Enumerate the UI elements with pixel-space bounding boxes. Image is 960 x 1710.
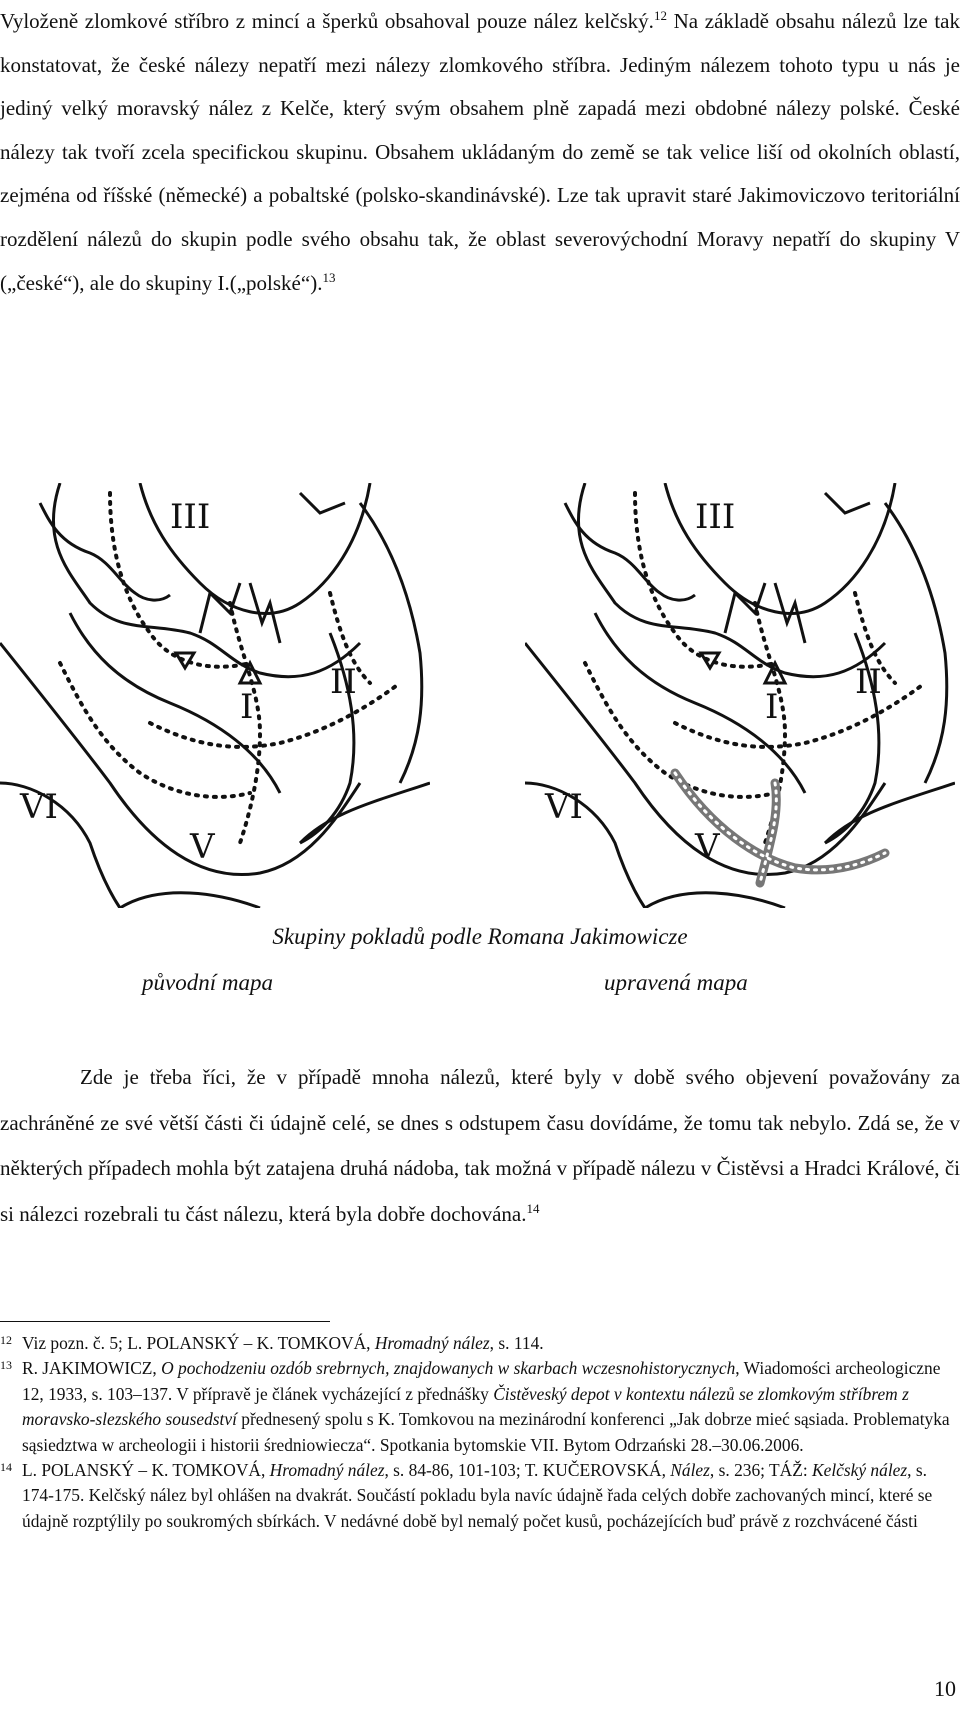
fn-title: Čistěveský depot v kontextu nálezů se zlomkovým stříbrem z moravsko-slezského sousedství bbox=[22, 1383, 909, 1430]
fn-title: Nález bbox=[670, 1460, 710, 1481]
p1-text-2: Na základě obsahu nálezů lze tak konstatovat, že české nálezy nepatří mezi nálezy zlomkového stříbra. Jediným nálezem tohoto typu u nás je jediný velký moravský nález z Kelče, který svým obsahem plně zapadá mezi obdobné nálezy polské. České nálezy tak tvoří zcela specifickou skupinu. Obsahem ukládaným do země se tak velice liší od okolních oblastí, zejména od říšské (německé) a pobaltské (polsko-skandinávské). Lze tak upravit staré Jakimoviczovo teritoriální rozdělení nálezů do skupin podle svého obsahu tak, že oblast severovýchodní Moravy nepatří do skupiny V („české“), ale do skupiny I.(„polské“). bbox=[0, 9, 960, 295]
fn-text: , s. 114. bbox=[489, 1333, 544, 1353]
map-label-i: I bbox=[240, 687, 254, 727]
fn-title: Hromadný nález bbox=[374, 1333, 490, 1353]
figure-label-modified: upravená mapa bbox=[604, 970, 748, 995]
footnote-12 bbox=[0, 1331, 960, 1356]
map-label-i: I bbox=[765, 687, 779, 727]
body-paragraph-1 bbox=[0, 0, 960, 305]
footnote-number: 13 bbox=[0, 1358, 12, 1373]
footnote-separator bbox=[0, 1321, 330, 1322]
fn-text: R. JAKIMOWICZ, bbox=[22, 1358, 162, 1379]
p2-text: Zde je třeba říci, že v případě mnoha nálezů, které byly v době svého objevení považovány za zachráněné ze své větší části či údajně celé, se dnes s odstupem času dovídáme, že tomu tak nebylo. Zdá se, že v některých případech mohla být zatajena druhá nádoba, tak možná v případě nálezu v Čistěvsi a Hradci Králové, či si nálezci rozebrali tu část nálezu, která byla dobře dochována. bbox=[0, 1065, 960, 1226]
map-original bbox=[0, 483, 430, 908]
footnote-number: 12 bbox=[0, 1333, 12, 1347]
footnote-number: 14 bbox=[0, 1460, 12, 1475]
fn-title: Hromadný nález bbox=[269, 1460, 385, 1481]
map-modified-drawing bbox=[525, 483, 955, 908]
footnote-13 bbox=[0, 1356, 960, 1458]
footnotes bbox=[0, 1331, 960, 1534]
map-label-vi: VI bbox=[545, 787, 583, 827]
fn-text: , s. 236; TÁŽ: bbox=[709, 1460, 813, 1481]
footnote-14 bbox=[0, 1458, 960, 1534]
body-paragraph-2 bbox=[0, 1055, 960, 1237]
map-label-ii: II bbox=[855, 662, 882, 702]
fn-text: L. POLANSKÝ – K. TOMKOVÁ, bbox=[22, 1460, 270, 1481]
figure-label-original: původní mapa bbox=[142, 970, 273, 995]
fn-text: , s. 84-86, 101-103; T. KUČEROVSKÁ, bbox=[384, 1460, 671, 1481]
p1-text: Vyloženě zlomkové stříbro z mincí a šperků obsahoval pouze nález kelčský. bbox=[0, 9, 654, 33]
figure-caption: Skupiny pokladů podle Romana Jakimowicze bbox=[272, 924, 688, 949]
page-number: 10 bbox=[934, 1676, 956, 1701]
map-label-iii: III bbox=[695, 497, 736, 537]
footnote-ref-13[interactable]: 13 bbox=[322, 269, 336, 285]
fn-text: , s. 174-175. Kelčský nález byl ohlášen na dvakrát. Součástí pokladu byla navíc údajně řada celých dobře zachovaných mincí, které se údajně rozptýlily po soukromých sbírkách. V nedávné době byl nemalý počet kusů, pocházejících buď právě z rozchvácené části bbox=[22, 1460, 933, 1531]
map-label-iii: III bbox=[170, 497, 211, 537]
fn-title: Kelčský nález bbox=[812, 1460, 908, 1481]
map-label-v: V bbox=[695, 827, 720, 867]
map-label-ii: II bbox=[330, 662, 357, 702]
map-modified bbox=[525, 483, 955, 908]
fn-text: Viz pozn. č. 5; L. POLANSKÝ – K. TOMKOVÁ, bbox=[22, 1333, 375, 1353]
fn-text: přednesený spolu s K. Tomkovou na mezinárodní konferenci „Jak dobrze mieć sąsiada. Problematyka sąsiedztwa w archeologii i historii średniowiecza“. Spotkania bytomskie VII. Bytom Odrzański 28.–30.06.2006. bbox=[22, 1409, 950, 1455]
figure-maps bbox=[0, 483, 960, 908]
footnote-ref-12[interactable]: 12 bbox=[653, 8, 667, 23]
map-original-drawing bbox=[0, 483, 430, 908]
map-label-v: V bbox=[190, 827, 215, 867]
fn-text: , Wiadomości archeologiczne 12, 1933, s. 103–137. V přípravě je článek vycházející z přednášky bbox=[22, 1358, 941, 1404]
map-label-vi: VI bbox=[20, 787, 58, 827]
footnote-ref-14[interactable]: 14 bbox=[526, 1200, 540, 1216]
fn-title: O pochodzeniu ozdób srebrnych, znajdowanych w skarbach wczesnohistorycznych bbox=[161, 1358, 736, 1379]
